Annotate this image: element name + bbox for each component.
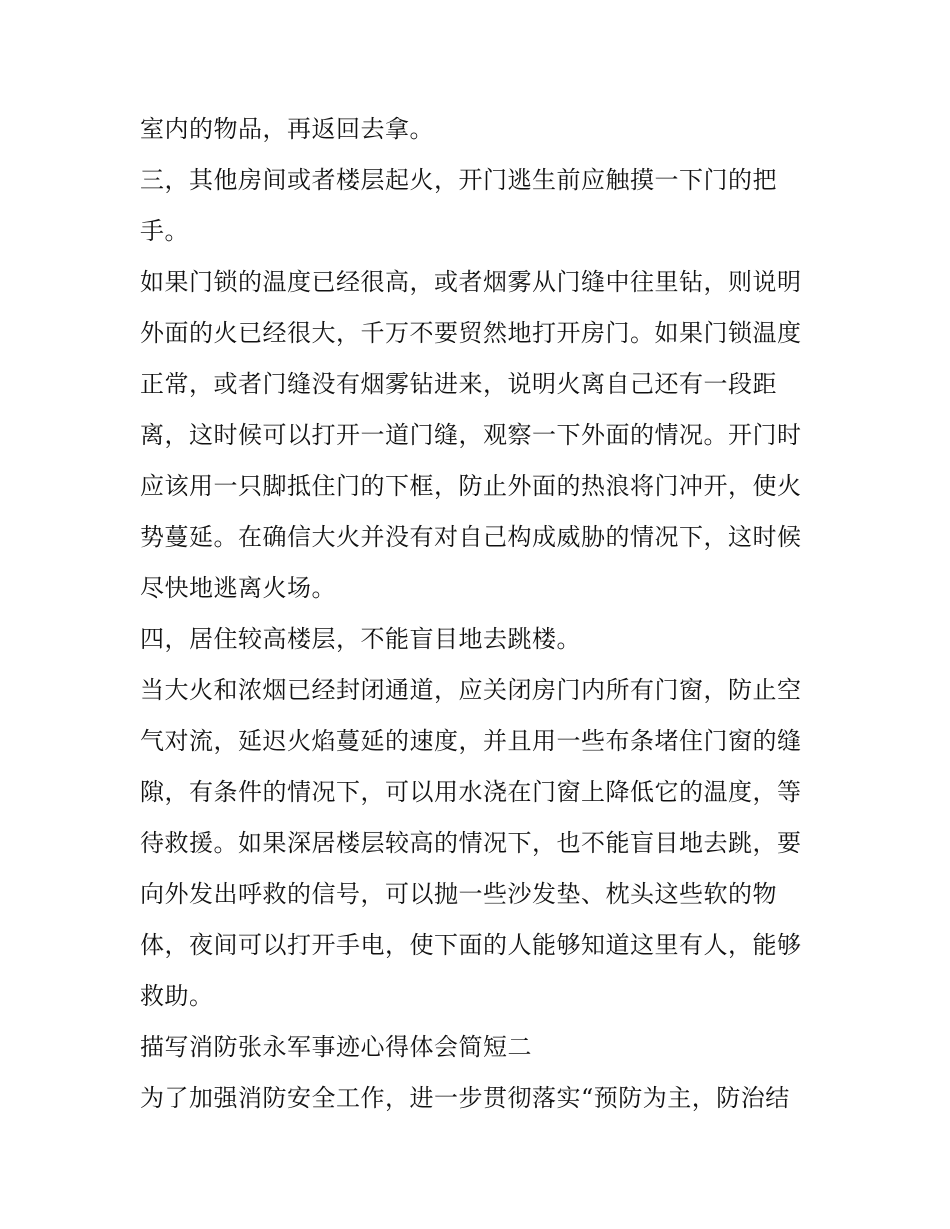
body-text: [140, 104, 820, 1124]
text-line: 为了加强消防安全工作，进一步贯彻落实“预防为主，防治结: [140, 1084, 790, 1112]
text-line: 如果门锁的温度已经很高，或者烟雾从门缝中往里钻，则说明: [140, 268, 802, 296]
text-line: 尽快地逃离火场。: [140, 574, 336, 602]
text-line: 离，这时候可以打开一道门缝，观察一下外面的情况。开门时: [140, 421, 802, 449]
article-title: 描写消防张永军事迹心得体会简短二: [140, 1033, 532, 1061]
section-heading-4: 四，居住较高楼层，不能盲目地去跳楼。: [140, 625, 581, 653]
text-line: 救助。: [140, 982, 214, 1010]
text-line: 势蔓延。在确信大火并没有对自己构成威胁的情况下，这时候: [140, 523, 802, 551]
section-heading-3: 三，其他房间或者楼层起火，开门逃生前应触摸一下门的把: [140, 166, 777, 194]
text-line: 待救援。如果深居楼层较高的情况下，也不能盲目地去跳，要: [140, 829, 802, 857]
text-line: 手。: [140, 217, 189, 245]
text-line: 向外发出呼救的信号，可以抛一些沙发垫、枕头这些软的物: [140, 880, 777, 908]
text-line: 正常，或者门缝没有烟雾钻进来，说明火离自己还有一段距: [140, 370, 777, 398]
text-line: 气对流，延迟火焰蔓延的速度，并且用一些布条堵住门窗的缝: [140, 727, 802, 755]
text-line: 应该用一只脚抵住门的下框，防止外面的热浪将门冲开，使火: [140, 472, 802, 500]
text-line: 外面的火已经很大，千万不要贸然地打开房门。如果门锁温度: [140, 319, 802, 347]
text-line: 室内的物品，再返回去拿。: [140, 115, 434, 143]
text-line: 体，夜间可以打开手电，使下面的人能够知道这里有人，能够: [140, 931, 802, 959]
text-line: 隙，有条件的情况下，可以用水浇在门窗上降低它的温度，等: [140, 778, 802, 806]
text-line: 当大火和浓烟已经封闭通道，应关闭房门内所有门窗，防止空: [140, 676, 802, 704]
